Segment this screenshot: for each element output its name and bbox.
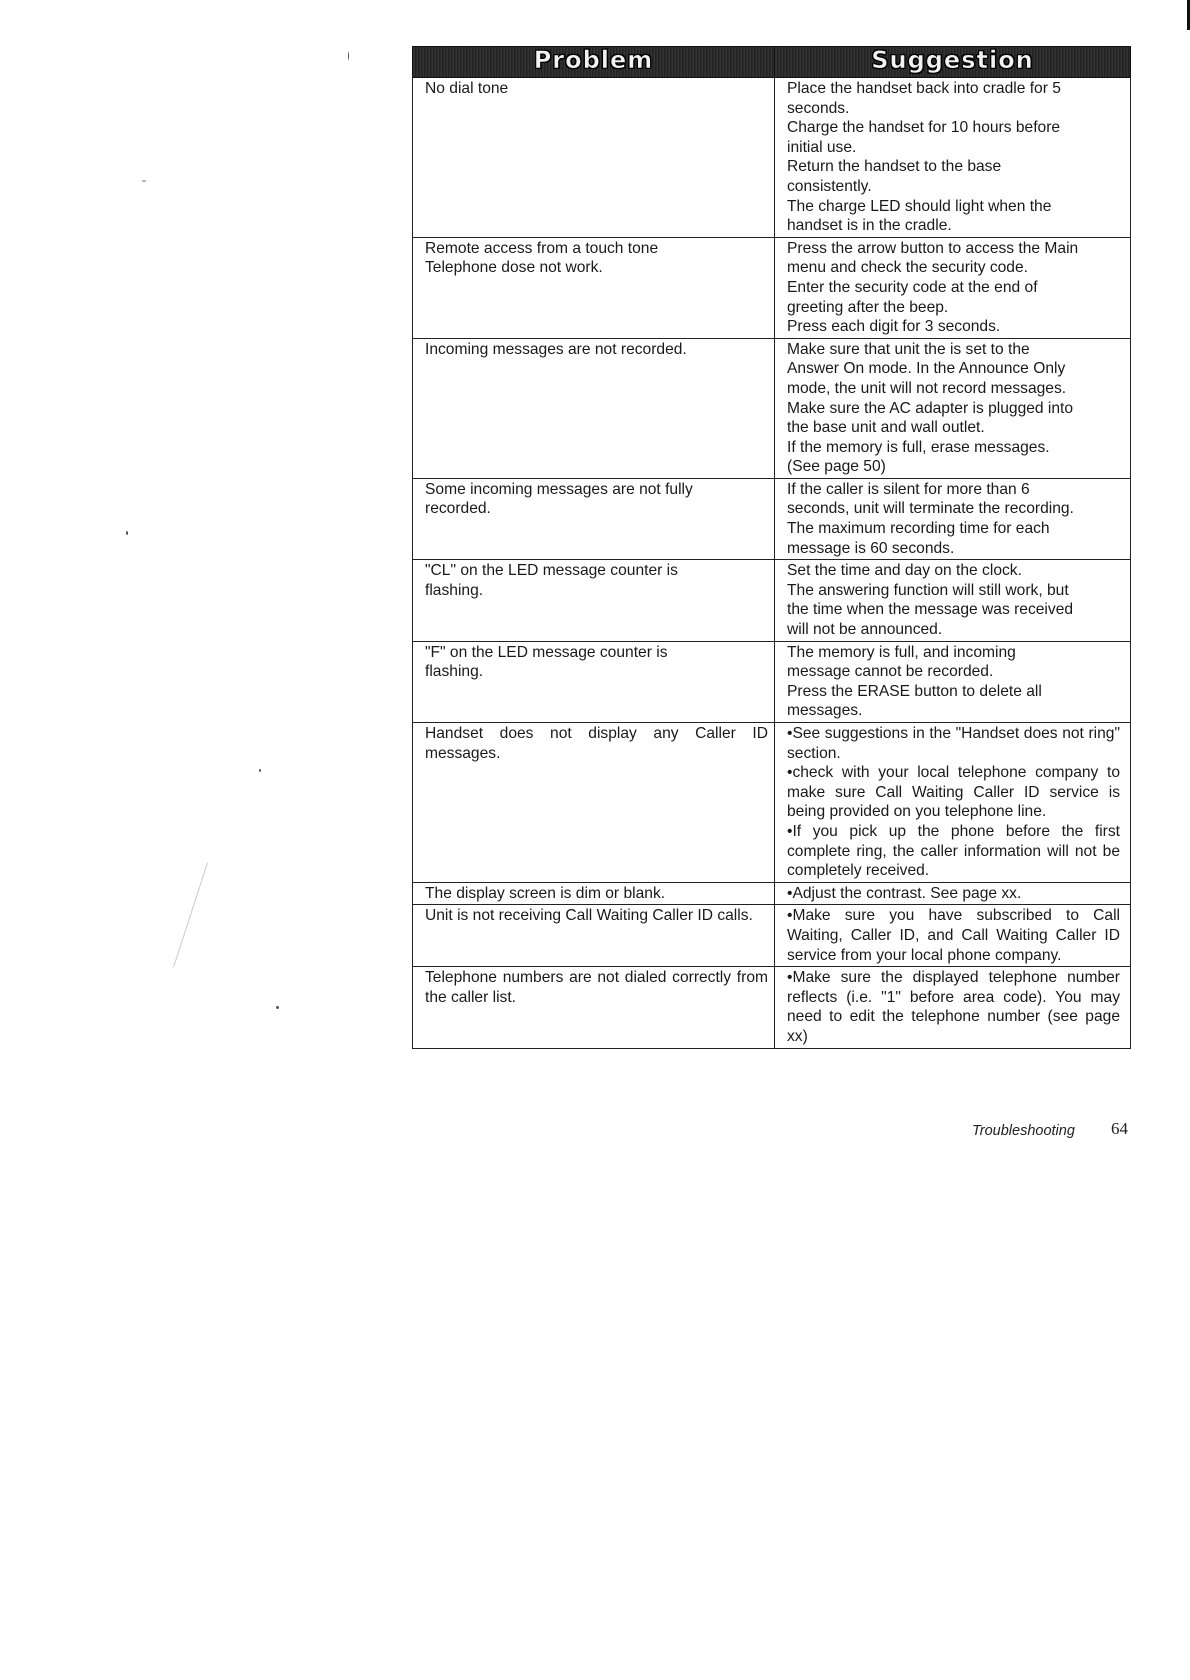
- table-row: [413, 882, 1131, 905]
- suggestion-text: messages.: [787, 702, 863, 720]
- table-row: [413, 723, 1131, 883]
- suggestion-text: The maximum recording time for each: [787, 520, 1050, 538]
- scan-speck: [276, 1006, 279, 1009]
- problem-text: Telephone dose not work.: [425, 259, 603, 277]
- suggestion-text: mode, the unit will not record messages.: [787, 379, 1067, 397]
- suggestion-text: Press the ERASE button to delete all: [787, 682, 1042, 700]
- problem-text: Remote access from a touch tone: [425, 239, 659, 257]
- suggestion-text: Make sure that unit the is set to the: [787, 340, 1030, 358]
- table-row: [413, 905, 1131, 967]
- suggestion-cell: [775, 882, 1131, 905]
- problem-cell: [413, 338, 775, 478]
- problem-text: Telephone numbers are not dialed correctly from the caller list.: [425, 969, 768, 1006]
- suggestion-text: (See page 50): [787, 458, 886, 476]
- suggestion-text: initial use.: [787, 138, 857, 156]
- footer-page-number: 64: [1111, 1119, 1128, 1138]
- suggestion-text: •See suggestions in the "Handset does not ring" section.: [787, 725, 1120, 762]
- table-row: [413, 78, 1131, 238]
- suggestion-cell: [775, 560, 1131, 641]
- table-header-row: [413, 47, 1131, 78]
- problem-text: Unit is not receiving Call Waiting Caller ID calls.: [425, 907, 753, 925]
- suggestion-text: Enter the security code at the end of: [787, 278, 1038, 296]
- suggestion-header-cell: [775, 47, 1131, 78]
- suggestion-text: •If you pick up the phone before the first complete ring, the caller information will not be completely received.: [787, 822, 1120, 880]
- suggestion-text: Press each digit for 3 seconds.: [787, 318, 1001, 336]
- problem-text: recorded.: [425, 500, 491, 518]
- suggestion-text: •Make sure you have subscribed to Call Waiting, Caller ID, and Call Waiting Caller ID service from your local phone company.: [787, 907, 1120, 964]
- suggestion-text: menu and check the security code.: [787, 259, 1028, 277]
- problem-text: No dial tone: [425, 80, 509, 97]
- suggestion-text: The charge LED should light when the: [787, 197, 1052, 215]
- scan-speck: [142, 180, 146, 182]
- suggestion-cell: [775, 967, 1131, 1048]
- suggestion-text: greeting after the beep.: [787, 298, 949, 316]
- suggestion-text: The answering function will still work, but: [787, 581, 1069, 599]
- problem-cell: [413, 237, 775, 338]
- scan-speck: [126, 531, 128, 535]
- suggestion-text: Press the arrow button to access the Main: [787, 239, 1079, 257]
- problem-text: flashing.: [425, 581, 484, 599]
- problem-cell: [413, 478, 775, 559]
- suggestion-text: If the caller is silent for more than 6: [787, 480, 1030, 498]
- suggestion-text: Answer On mode. In the Announce Only: [787, 360, 1066, 378]
- scan-speck: [173, 863, 208, 968]
- suggestion-cell: [775, 78, 1131, 238]
- problem-cell: [413, 905, 775, 967]
- suggestion-text: Make sure the AC adapter is plugged into: [787, 399, 1074, 417]
- problem-text: Some incoming messages are not fully: [425, 480, 693, 498]
- suggestion-text: •check with your local telephone company to make sure Call Waiting Caller ID service is being provided on you telephone line.: [787, 764, 1120, 821]
- suggestion-text: will not be announced.: [787, 621, 943, 639]
- suggestion-text: message cannot be recorded.: [787, 663, 994, 681]
- problem-header-cell: [413, 47, 775, 78]
- suggestion-text: The memory is full, and incoming: [787, 643, 1016, 661]
- table-row: [413, 478, 1131, 559]
- suggestion-cell: [775, 338, 1131, 478]
- table-row: [413, 967, 1131, 1048]
- problem-text: Incoming messages are not recorded.: [425, 340, 687, 358]
- suggestion-text: message is 60 seconds.: [787, 539, 955, 557]
- suggestion-text: Charge the handset for 10 hours before: [787, 119, 1061, 137]
- problem-cell: [413, 641, 775, 722]
- suggestion-text: If the memory is full, erase messages.: [787, 438, 1050, 456]
- problem-text: flashing.: [425, 663, 484, 681]
- suggestion-text: Return the handset to the base: [787, 158, 1002, 176]
- problem-cell: [413, 882, 775, 905]
- problem-cell: [413, 560, 775, 641]
- suggestion-cell: [775, 723, 1131, 883]
- suggestion-text: seconds.: [787, 99, 850, 117]
- suggestion-text: the time when the message was received: [787, 601, 1074, 619]
- suggestion-text: Place the handset back into cradle for 5: [787, 80, 1061, 97]
- suggestion-text: seconds, unit will terminate the recording.: [787, 500, 1074, 518]
- table-row: [413, 237, 1131, 338]
- suggestion-header: Suggestion: [871, 46, 1034, 74]
- problem-header: Problem: [533, 46, 654, 74]
- suggestion-cell: [775, 641, 1131, 722]
- table-row: [413, 560, 1131, 641]
- table-row: [413, 338, 1131, 478]
- suggestion-text: consistently.: [787, 177, 872, 195]
- problem-text: "CL" on the LED message counter is: [425, 562, 678, 580]
- suggestion-text: the base unit and wall outlet.: [787, 419, 985, 437]
- problem-text: Handset does not display any Caller ID messages.: [425, 725, 768, 762]
- problem-text: The display screen is dim or blank.: [425, 884, 666, 902]
- suggestion-text: Set the time and day on the clock.: [787, 562, 1022, 580]
- troubleshooting-table: [412, 46, 1131, 1049]
- table-row: [413, 641, 1131, 722]
- suggestion-text: handset is in the cradle.: [787, 217, 952, 235]
- problem-cell: [413, 967, 775, 1048]
- scan-speck: [348, 52, 349, 60]
- problem-text: "F" on the LED message counter is: [425, 643, 668, 661]
- suggestion-text: •Make sure the displayed telephone number reflects (i.e. "1" before area code). You may need to edit the telephone number (see page xx): [787, 969, 1120, 1045]
- footer-section-label: Troubleshooting: [972, 1123, 1075, 1139]
- problem-cell: [413, 723, 775, 883]
- suggestion-cell: [775, 237, 1131, 338]
- suggestion-cell: [775, 478, 1131, 559]
- problem-cell: [413, 78, 775, 238]
- scan-speck: [259, 769, 261, 772]
- suggestion-cell: [775, 905, 1131, 967]
- suggestion-text: •Adjust the contrast. See page xx.: [787, 884, 1022, 902]
